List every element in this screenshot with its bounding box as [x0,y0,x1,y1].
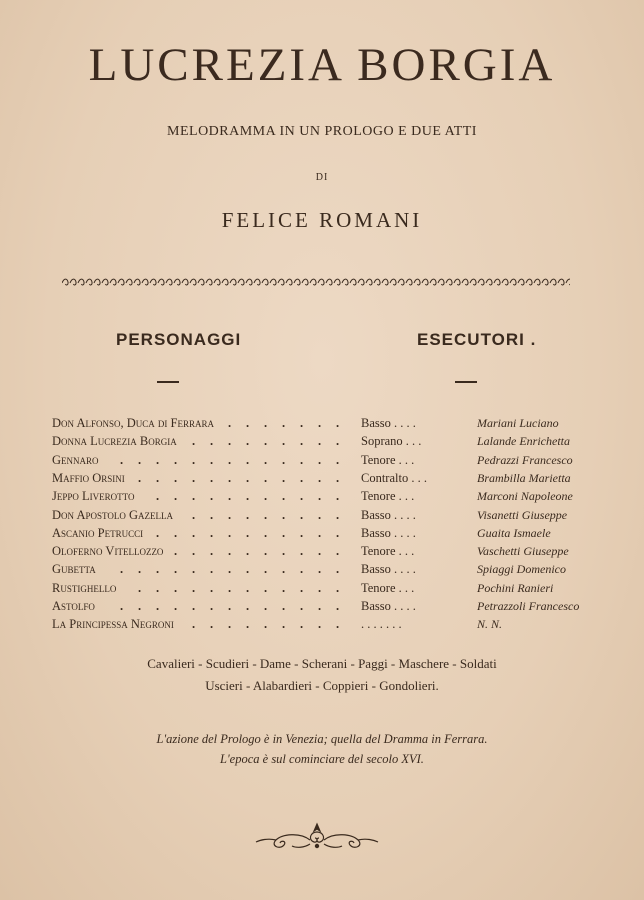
cast-row: Jeppo Liverotto . . . . . . . . . . . Tenore . . . Marconi Napoleone [52,489,573,504]
opera-title: LUCREZIA BORGIA [88,39,556,91]
character-name: Don Alfonso, Duca di Ferrara [52,416,214,430]
cast-row: La Principessa Negroni . . . . . . . . . . . . . . . . N. N. [52,617,503,632]
performer-name: N. N. [477,617,503,632]
extras-line-1: Cavalieri - Scudieri - Dame - Scherani - Paggi - Maschere - Soldati [147,656,497,671]
character-name: Gubetta [52,562,96,577]
voice-type: Basso . . . . [361,507,416,522]
cast-row: Don Apostolo Gazella . . . . . . . . . Basso . . . . Visanetti Giuseppe [52,507,568,522]
voice-type: Contralto . . . [361,470,427,485]
esecutori-header: ESECUTORI . [417,330,537,349]
cast-row: Astolfo . . . . . . . . . . . . . Basso . . . . Petrazzoli Francesco [52,599,580,613]
cast-row: Gubetta . . . . . . . . . . . . . Basso . . . . Spiaggi Domenico [52,562,566,577]
voice-type: Basso . . . . [361,525,416,540]
performer-name: Pedrazzi Francesco [477,452,573,467]
cast-row: Don Alfonso, Duca di Ferrara . . . . . . . Basso . . . . Mariani Luciano [52,416,559,430]
cast-row: Maffio Orsini . . . . . . . . . . . . Contralto . . . Brambilla Marietta [52,470,571,485]
performer-name: Marconi Napoleone [477,489,573,504]
character-name: Oloferno Vitellozzo [52,544,164,559]
performer-name: Lalande Enrichetta [477,434,570,449]
performer-name: Guaita Ismaele [477,525,551,540]
ornamental-rule-divider [62,277,570,289]
performer-name: Brambilla Marietta [477,470,571,485]
voice-type: Basso . . . . [361,562,416,577]
character-name: Maffio Orsini [52,470,125,485]
fleuron-ornament-icon [252,818,382,854]
extras-line-2: Uscieri - Alabardieri - Coppieri - Gondolieri. [205,678,439,693]
voice-type: Tenore . . . [361,489,415,504]
author-name: FELICE ROMANI [221,208,423,232]
setting-note: L'azione del Prologo è in Venezia; quella del Dramma in Ferrara. [156,732,488,746]
by-word: DI [315,172,329,183]
character-name: Don Apostolo Gazella [52,507,173,522]
personaggi-header: PERSONAGGI [116,330,242,349]
character-name: Rustighello [52,580,117,595]
performer-name: Spiaggi Domenico [477,562,566,577]
epoch-note: L'epoca è sul cominciare del secolo XVI. [220,752,424,766]
esecutori-rule [455,381,477,383]
character-name: Jeppo Liverotto [52,489,135,504]
opera-subtitle: MELODRAMMA IN UN PROLOGO E DUE ATTI [167,124,477,139]
cast-row: Oloferno Vitellozzo . . . . . . . . . . Tenore . . . Vaschetti Giuseppe [52,544,569,559]
voice-type: Soprano . . . [361,434,422,449]
voice-type: Basso . . . . [361,599,416,613]
performer-name: Mariani Luciano [477,416,559,430]
voice-type: Tenore . . . [361,580,415,595]
character-name: Gennaro [52,452,99,467]
performer-name: Pochini Ranieri [477,580,554,595]
character-name: La Principessa Negroni [52,617,174,632]
voice-type: Basso . . . . [361,416,416,430]
character-name: Astolfo [52,599,95,613]
cast-row: Ascanio Petrucci . . . . . . . . . . . Basso . . . . Guaita Ismaele [52,525,551,540]
cast-row: Rustighello . . . . . . . . . . . . Tenore . . . Pochini Ranieri [52,580,554,595]
cast-row: Donna Lucrezia Borgia . . . . . . . . . Soprano . . . Lalande Enrichetta [52,434,570,449]
performer-name: Vaschetti Giuseppe [477,544,569,559]
cast-row: Gennaro . . . . . . . . . . . . . Tenore . . . Pedrazzi Francesco [52,452,573,467]
character-name: Ascanio Petrucci [52,525,144,540]
performer-name: Visanetti Giuseppe [477,507,568,522]
voice-type: Tenore . . . [361,452,415,467]
voice-type: . . . . . . . [361,617,402,632]
character-name: Donna Lucrezia Borgia [52,434,177,449]
personaggi-rule [157,381,179,383]
performer-name: Petrazzoli Francesco [477,599,580,613]
voice-type: Tenore . . . [361,544,415,559]
